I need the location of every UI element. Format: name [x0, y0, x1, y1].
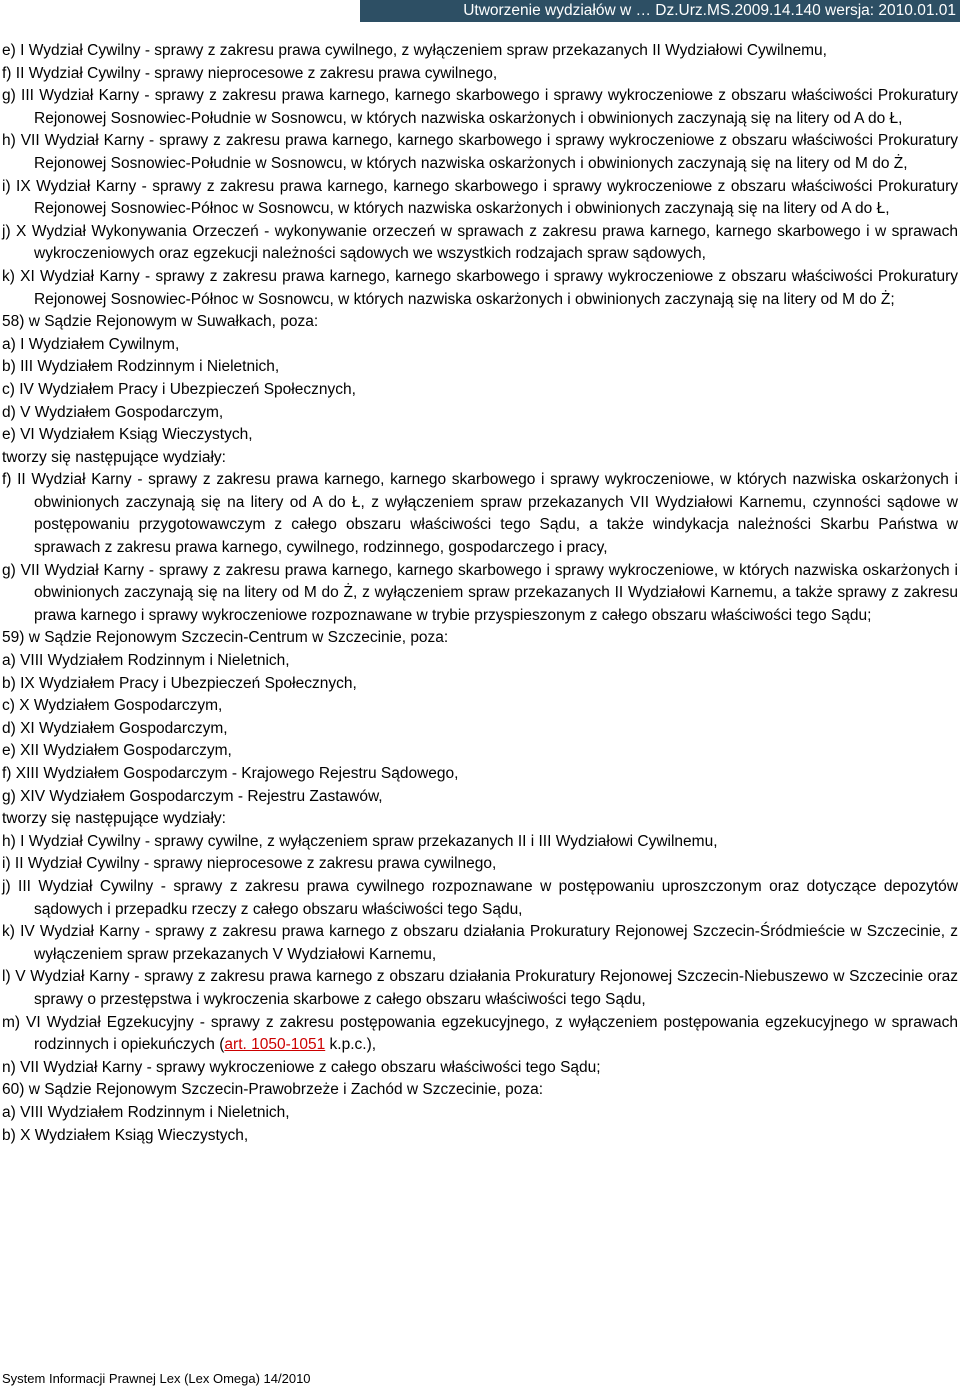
list-item: k) IV Wydział Karny - sprawy z zakresu prawa karnego z obszaru działania Prokuratury Rejonowej Szczecin-Śródmieście w Szczecinie, z wyłączeniem spraw przekazanych V Wydziałowi Karnemu, [2, 923, 958, 963]
list-item: l) V Wydział Karny - sprawy z zakresu prawa karnego z obszaru działania Prokuratury Rejonowej Szczecin-Niebuszewo w Szczecinie oraz sprawy o przestępstwa i wykroczenia skarbowe z całego obszaru właściwości tego Sądu, [2, 968, 958, 1008]
section-heading: 60) w Sądzie Rejonowym Szczecin-Prawobrzeże i Zachód w Szczecinie, poza: [2, 1081, 544, 1099]
list-item: c) IV Wydziałem Pracy i Ubezpieczeń Społecznych, [2, 380, 356, 398]
list-item: j) X Wydział Wykonywania Orzeczeń - wykonywanie orzeczeń w sprawach z zakresu prawa karnego, karnego skarbowego i w sprawach wykroczeniowych oraz egzekucji należności sądowych we wszystkich rodzajach spraw sądowych, [2, 222, 958, 263]
section-heading: tworzy się następujące wydziały: [2, 810, 226, 828]
section-heading: 58) w Sądzie Rejonowym w Suwałkach, poza: [2, 313, 319, 331]
list-item: a) VIII Wydziałem Rodzinnym i Nieletnich, [2, 652, 290, 670]
list-item: g) III Wydział Karny - sprawy z zakresu prawa karnego, karnego skarbowego i sprawy wykroczeniowe z obszaru właściwości Prokuratury Rejonowej Sosnowiec-Południe w Sosnowcu, w których nazwiska oskarżonych i obwinionych zaczynają się na litery od A do Ł, [2, 87, 958, 127]
section-heading: 59) w Sądzie Rejonowym Szczecin-Centrum w Szczecinie, poza: [2, 629, 449, 647]
list-item: b) IX Wydziałem Pracy i Ubezpieczeń Społecznych, [2, 674, 357, 692]
list-item: h) I Wydział Cywilny - sprawy cywilne, z wyłączeniem spraw przekazanych II i III Wydziałowi Cywilnemu, [2, 832, 718, 850]
list-item: g) VII Wydział Karny - sprawy z zakresu prawa karnego, karnego skarbowego i sprawy wykroczeniowe, w których nazwiska oskarżonych i obwinionych zaczynają się na litery od M do Ż, z wyłączeniem spraw przekazanych II Wydziałowi Karnemu, a także sprawy z zakresu prawa karnego i sprawy wykroczeniowe rozpoznawane w trybie przyspieszonym z całego obszaru właściwości tego Sądu; [2, 561, 958, 624]
list-item: e) I Wydział Cywilny - sprawy z zakresu prawa cywilnego, z wyłączeniem spraw przekazanych II Wydziałowi Cywilnemu, [2, 42, 827, 59]
list-item-text: m) VI Wydział Egzekucyjny - sprawy z zakresu postępowania egzekucyjnego, z wyłączeniem postępowania egzekucyjnego w sprawach rodzinnych i opiekuńczych ( [2, 1013, 958, 1054]
page-footer: System Informacji Prawnej Lex (Lex Omega) 14/2010 [2, 1371, 311, 1386]
list-item: n) VII Wydział Karny - sprawy wykroczeniowe z całego obszaru właściwości tego Sądu; [2, 1058, 601, 1076]
list-item: i) IX Wydział Karny - sprawy z zakresu prawa karnego, karnego skarbowego i sprawy wykroczeniowe z obszaru właściwości Prokuratury Rejonowej Sosnowiec-Północ w Sosnowcu, w których nazwiska oskarżonych i obwinionych zaczynają się na litery od A do Ł, [2, 177, 958, 218]
document-header [0, 0, 960, 22]
list-item: e) VI Wydziałem Ksiąg Wieczystych, [2, 426, 253, 444]
list-item: e) XII Wydziałem Gospodarczym, [2, 742, 232, 760]
list-item: d) XI Wydziałem Gospodarczym, [2, 719, 228, 737]
list-item [2, 1012, 958, 1057]
list-item: i) II Wydział Cywilny - sprawy nieprocesowe z zakresu prawa cywilnego, [2, 855, 497, 873]
section-heading: tworzy się następujące wydziały: [2, 448, 226, 466]
list-item-text: k.p.c.), [325, 1036, 377, 1054]
list-item: h) VII Wydział Karny - sprawy z zakresu prawa karnego, karnego skarbowego i sprawy wykroczeniowe z obszaru właściwości Prokuratury Rejonowej Sosnowiec-Południe w Sosnowcu, w których nazwiska oskarżonych i obwinionych zaczynają się na litery od M do Ż, [2, 132, 958, 172]
list-item: f) XIII Wydziałem Gospodarczym - Krajowego Rejestru Sądowego, [2, 765, 459, 782]
list-item: a) I Wydziałem Cywilnym, [2, 335, 180, 353]
list-item: a) VIII Wydziałem Rodzinnym i Nieletnich, [2, 1103, 290, 1121]
article-link[interactable]: art. 1050-1051 [224, 1036, 326, 1054]
document-body [2, 40, 958, 1147]
list-item: c) X Wydziałem Gospodarczym, [2, 697, 223, 715]
list-item: d) V Wydziałem Gospodarczym, [2, 403, 224, 421]
list-item: f) II Wydział Cywilny - sprawy nieprocesowe z zakresu prawa cywilnego, [2, 64, 498, 82]
list-item: b) X Wydziałem Ksiąg Wieczystych, [2, 1126, 249, 1144]
list-item: j) III Wydział Cywilny - sprawy z zakresu prawa cywilnego rozpoznawane w postępowaniu uproszczonym oraz dotyczące depozytów sądowych i przepadku rzeczy z całego obszaru właściwości tego Sądu, [2, 877, 958, 918]
list-item: k) XI Wydział Karny - sprawy z zakresu prawa karnego, karnego skarbowego i sprawy wykroczeniowe z obszaru właściwości Prokuratury Rejonowej Sosnowiec-Północ w Sosnowcu, w których nazwiska oskarżonych i obwinionych zaczynają się na litery od M do Ż; [2, 267, 958, 308]
document-title: Utworzenie wydziałów w … Dz.Urz.MS.2009.14.140 wersja: 2010.01.01 [463, 2, 956, 19]
list-item: g) XIV Wydziałem Gospodarczym - Rejestru Zastawów, [2, 787, 383, 805]
list-item: b) III Wydziałem Rodzinnym i Nieletnich, [2, 358, 280, 376]
list-item: f) II Wydział Karny - sprawy z zakresu prawa karnego, karnego skarbowego i sprawy wykroczeniowe, w których nazwiska oskarżonych i obwinionych zaczynają się na litery od A do Ł, z wyłączeniem spraw przekazanych VII Wydziałowi Karnemu, czynności sądowe w postępowaniu przygotowawczym z całego obszaru właściwości tego Sądu, a także windykacja należności Skarbu Państwa w sprawach z zakresu prawa karnego, cywilnego, rodzinnego, gospodarczego i pracy, [2, 471, 958, 557]
